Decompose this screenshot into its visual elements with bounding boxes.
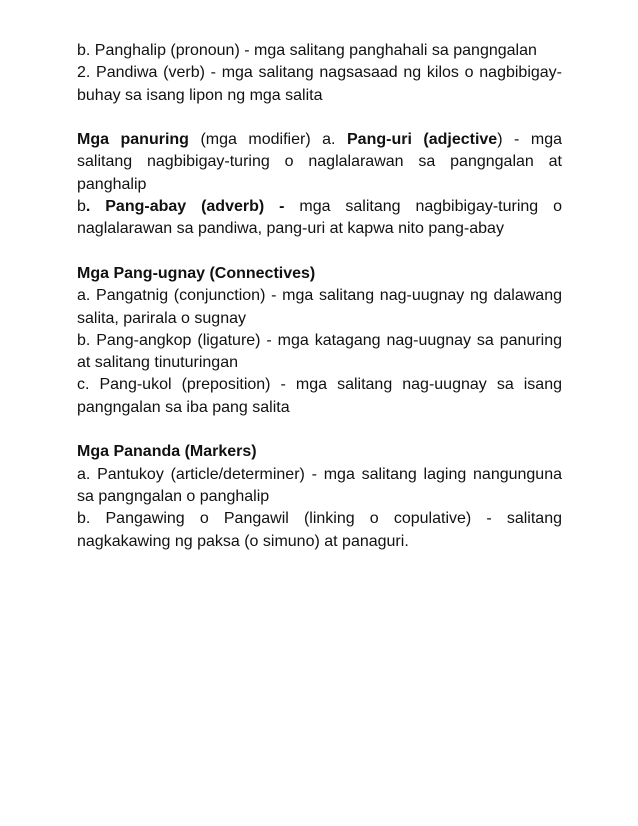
bold-text: Pang-uri (adjective [347, 131, 498, 149]
text: b. Pang-angkop (ligature) - mga katagang nag-uugnay sa panuring at salitang tinuturingan [77, 331, 562, 372]
bold-text: Mga panuring [77, 131, 189, 149]
paragraph [77, 441, 562, 463]
text: ) - mga salitang nagbibigay-turing o naglalarawan sa pangngalan at panghalip [77, 131, 563, 193]
text: c. Pang-ukol (preposition) - mga salitang nag-uugnay sa isang pangngalan sa iba pang salita [77, 376, 562, 416]
bold-text: Mga Pang-ugnay (Connectives) [77, 264, 316, 282]
document-page [77, 40, 562, 553]
paragraph [77, 263, 562, 285]
bold-text: . Pang-abay (adverb) - [85, 198, 285, 216]
text: a. Pangatnig (conjunction) - mga salitang nag-uugnay ng dalawang salita, parirala o sugnay [77, 287, 562, 327]
paragraph-spacer [77, 107, 562, 129]
paragraph-spacer [77, 241, 562, 263]
paragraph [77, 40, 562, 62]
paragraph [77, 62, 562, 107]
paragraph [77, 196, 562, 241]
paragraph [77, 508, 562, 553]
text: b [77, 198, 86, 216]
text: b. Pangawing o Pangawil (linking o copulative) - salitang nagkakawing ng paksa (o simuno) at panaguri. [77, 510, 562, 550]
text: b. Panghalip (pronoun) - mga salitang panghahali sa pangngalan [77, 42, 537, 59]
paragraph [77, 285, 562, 330]
paragraph-spacer [77, 419, 562, 441]
paragraph [77, 129, 562, 196]
text: mga salitang nagbibigay-turing o naglalarawan sa pandiwa, pang-uri at kapwa nito pang-abay [77, 198, 563, 238]
paragraph [77, 374, 562, 419]
paragraph [77, 330, 562, 375]
bold-text: Mga Pananda (Markers) [77, 443, 257, 461]
paragraph [77, 464, 562, 509]
text: 2. Pandiwa (verb) - mga salitang nagsasaad ng kilos o nagbibigay-buhay sa isang lipon ng mga salita [77, 64, 562, 104]
text: a. Pantukoy (article/determiner) - mga salitang laging nangunguna sa pangngalan o panghalip [77, 465, 562, 505]
text: (mga modifier) a. [188, 131, 347, 149]
